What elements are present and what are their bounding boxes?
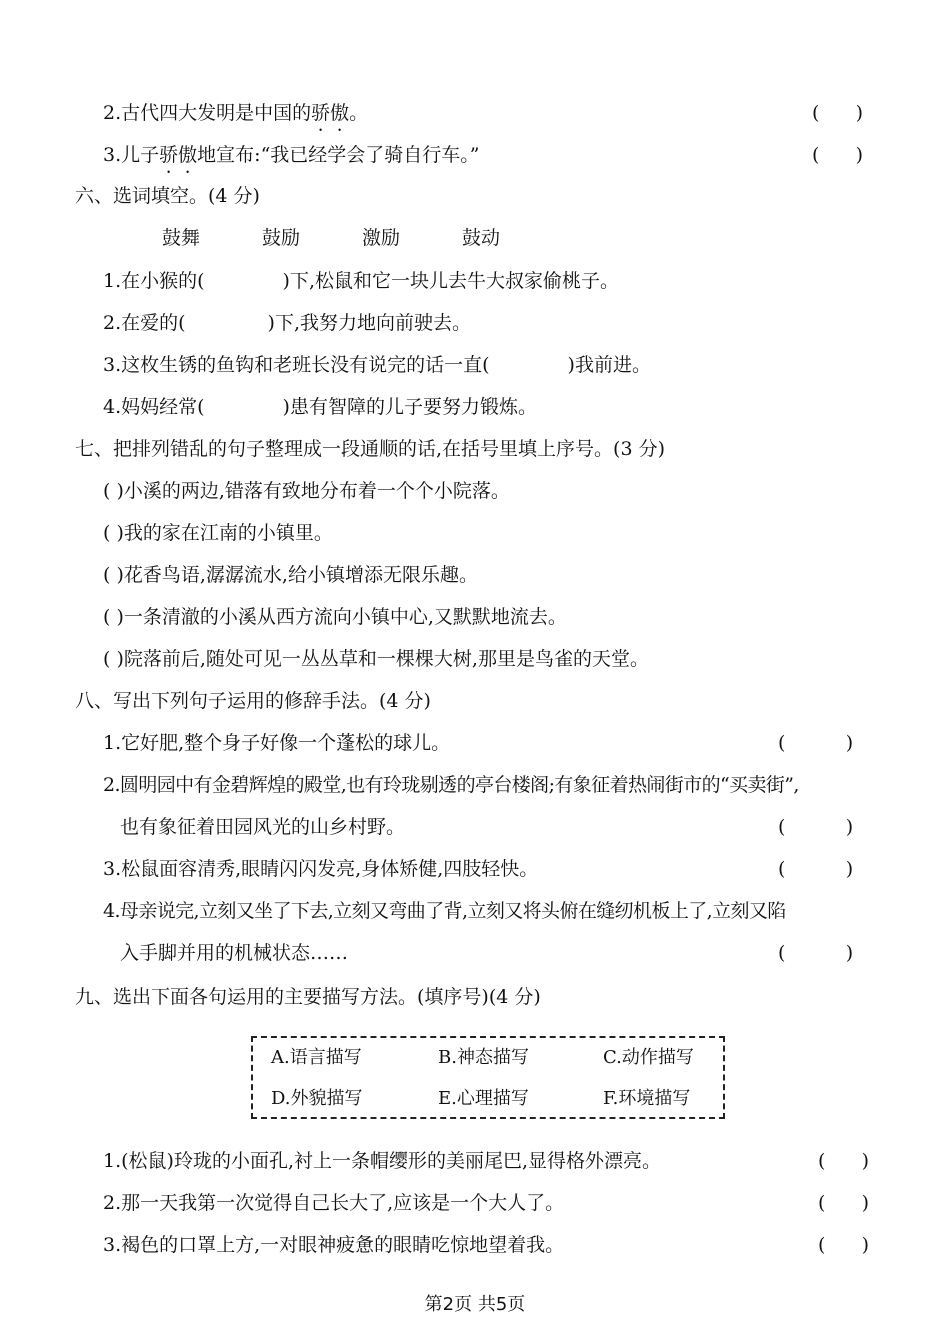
option-e: E.心理描写 [438, 1088, 529, 1109]
choice-1: 鼓舞 [162, 227, 201, 249]
s9-q3-answer[interactable]: ( ) [818, 1234, 870, 1256]
s6-q4 [103, 394, 537, 420]
s8-q3: 3.松鼠面容清秀,眼睛闪闪发亮,身体矫健,四肢轻快。 [103, 858, 539, 880]
section8-title: 八、写出下列句子运用的修辞手法。(4 分) [75, 690, 431, 712]
s5-q3-answer[interactable]: ( ) [812, 144, 864, 166]
s5-q2-answer[interactable]: ( ) [812, 102, 864, 124]
s6-q4-after: )患有智障的儿子要努力锻炼。 [282, 396, 537, 418]
s6-q1 [103, 268, 619, 294]
s5-q3-dot-char-2: 傲 [178, 144, 198, 166]
s9-q3: 3.褐色的口罩上方,一对眼神疲惫的眼睛吃惊地望着我。 [103, 1234, 565, 1256]
s6-q1-before: 1.在小猴的( [103, 270, 205, 292]
s6-q4-before: 4.妈妈经常( [103, 396, 205, 418]
s9-q2: 2.那一天我第一次觉得自己长大了,应该是一个大人了。 [103, 1192, 565, 1214]
s5-q2-end: 。 [349, 102, 369, 124]
s5-q2-text: 2.古代四大发明是中国的 [103, 102, 312, 124]
s8-q3-answer[interactable]: ( ) [778, 858, 854, 880]
s6-q2 [103, 310, 471, 336]
s7-item-5[interactable]: ( )院落前后,随处可见一丛丛草和一棵棵大树,那里是鸟雀的天堂。 [103, 648, 649, 670]
s6-q3 [103, 352, 651, 378]
choice-3: 激励 [362, 227, 401, 249]
s5-q3 [103, 142, 480, 168]
section6-title: 六、选词填空。(4 分) [75, 185, 260, 207]
s6-q2-after: )下,我努力地向前驶去。 [267, 312, 471, 334]
option-a: A.语言描写 [271, 1047, 362, 1068]
s7-item-1[interactable]: ( )小溪的两边,错落有致地分布着一个个小院落。 [103, 480, 510, 502]
option-b: B.神态描写 [438, 1047, 529, 1068]
options-box [251, 1036, 725, 1119]
section7-title: 七、把排列错乱的句子整理成一段通顺的话,在括号里填上序号。(3 分) [75, 438, 665, 460]
s6-q1-after: )下,松鼠和它一块儿去牛大叔家偷桃子。 [282, 270, 620, 292]
choice-4: 鼓动 [462, 227, 501, 249]
s8-q1: 1.它好肥,整个身子好像一个蓬松的球儿。 [103, 732, 451, 754]
s7-item-3[interactable]: ( )花香鸟语,潺潺流水,给小镇增添无限乐趣。 [103, 564, 478, 586]
page-footer: 第2页 共5页 [424, 1294, 526, 1315]
s5-q3-end: 地宣布:“我已经学会了骑自行车。” [197, 144, 480, 166]
s9-q1: 1.(松鼠)玲珑的小面孔,衬上一条帽缨形的美丽尾巴,显得格外漂亮。 [103, 1150, 662, 1172]
s8-q2-line2: 也有象征着田园风光的山乡村野。 [120, 816, 406, 838]
s8-q1-answer[interactable]: ( ) [778, 732, 854, 754]
option-c: C.动作描写 [603, 1047, 694, 1068]
choice-2: 鼓励 [262, 227, 301, 249]
s9-q1-answer[interactable]: ( ) [818, 1150, 870, 1172]
option-f: F.环境描写 [603, 1088, 691, 1109]
s8-q4-line2: 入手脚并用的机械状态…… [120, 942, 349, 964]
s8-q4-answer[interactable]: ( ) [778, 942, 854, 964]
s8-q4-line1: 4.母亲说完,立刻又坐了下去,立刻又弯曲了背,立刻又将头俯在缝纫机板上了,立刻又陷 [103, 900, 786, 922]
s6-q3-before: 3.这枚生锈的鱼钩和老班长没有说完的话一直( [103, 354, 490, 376]
option-d: D.外貌描写 [271, 1088, 363, 1109]
s6-q2-before: 2.在爱的( [103, 312, 186, 334]
s5-q3-text: 3.儿子 [103, 144, 160, 166]
section9-title: 九、选出下面各句运用的主要描写方法。(填序号)(4 分) [75, 986, 541, 1008]
s5-q3-dot-char-1: 骄 [159, 144, 179, 166]
s5-q2 [103, 100, 368, 126]
s8-q2-answer[interactable]: ( ) [778, 816, 854, 838]
s8-q2-line1: 2.圆明园中有金碧辉煌的殿堂,也有玲珑剔透的亭台楼阁;有象征着热闹街市的“买卖街”, [103, 774, 799, 796]
s9-q2-answer[interactable]: ( ) [818, 1192, 870, 1214]
s6-q3-after: )我前进。 [567, 354, 651, 376]
s5-q2-dot-char-1: 骄 [311, 102, 331, 124]
s7-item-2[interactable]: ( )我的家在江南的小镇里。 [103, 522, 333, 544]
s5-q2-dot-char-2: 傲 [330, 102, 350, 124]
s7-item-4[interactable]: ( )一条清澈的小溪从西方流向小镇中心,又默默地流去。 [103, 606, 567, 628]
